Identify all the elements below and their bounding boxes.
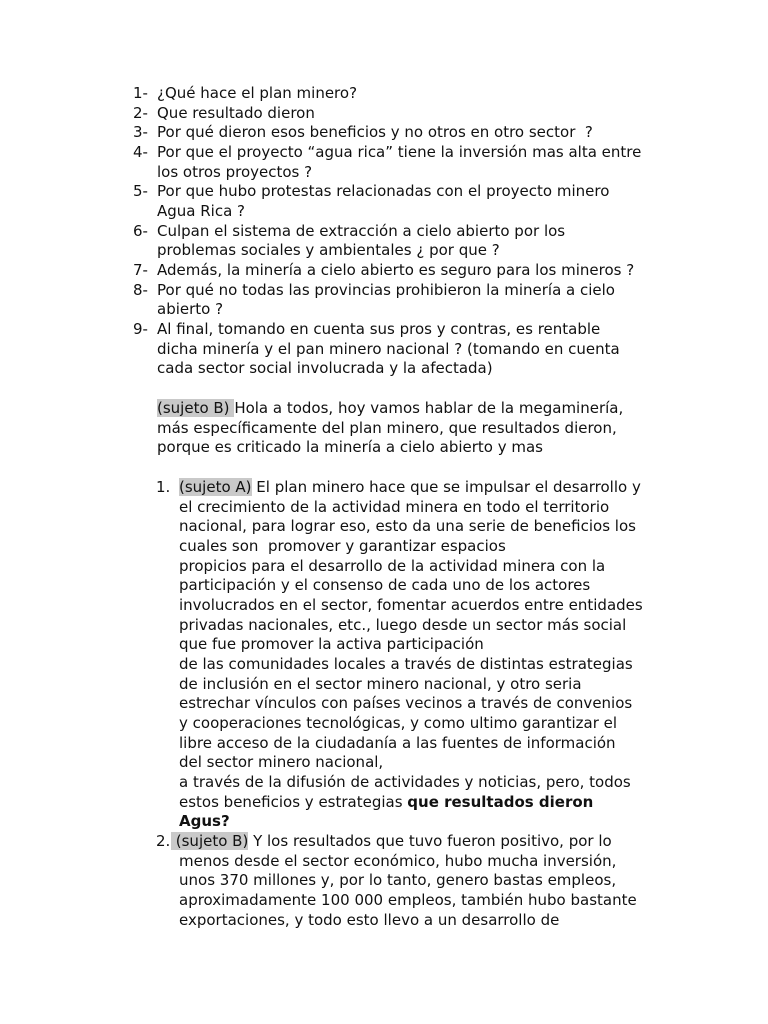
speaker-highlight: (sujeto A) bbox=[179, 478, 252, 496]
question-number: 3- bbox=[133, 123, 148, 141]
question-text: Por que hubo protestas relacionadas con el proyecto minero bbox=[157, 182, 610, 200]
question-number: 7- bbox=[133, 261, 148, 279]
answer-text: de inclusión en el sector minero nacional, y otro seria bbox=[179, 675, 582, 693]
question-number: 4- bbox=[133, 143, 148, 161]
answer-number: 2. bbox=[156, 832, 171, 850]
question-text: Agua Rica ? bbox=[157, 202, 246, 220]
question-number: 8- bbox=[133, 281, 148, 299]
question-text: Culpan el sistema de extracción a cielo abierto por los bbox=[157, 222, 566, 240]
question-text: Que resultado dieron bbox=[157, 104, 315, 122]
answer-text: exportaciones, y todo esto llevo a un desarrollo de bbox=[179, 911, 560, 929]
question-text: Al final, tomando en cuenta sus pros y contras, es rentable bbox=[157, 320, 601, 338]
answer-text: estrechar vínculos con países vecinos a través de convenios bbox=[179, 694, 633, 712]
answer-text: involucrados en el sector, fomentar acuerdos entre entidades bbox=[179, 596, 643, 614]
question-text: Por qué dieron esos beneficios y no otros en otro sector ? bbox=[157, 123, 593, 141]
answer-last-line bbox=[179, 793, 593, 813]
speaker-highlight: (sujeto B) bbox=[157, 399, 235, 417]
question-number: 5- bbox=[133, 182, 148, 200]
speaker-highlight: (sujeto B) bbox=[171, 832, 249, 850]
question-number: 9- bbox=[133, 320, 148, 338]
question-text: dicha minería y el pan minero nacional ? (tomando en cuenta bbox=[157, 340, 620, 358]
answer-text: unos 370 millones y, por lo tanto, genero bastas empleos, bbox=[179, 871, 617, 889]
answer-first-line bbox=[171, 832, 612, 852]
intro-text: porque es criticado la minería a cielo abierto y mas bbox=[157, 438, 543, 456]
intro-text: más específicamente del plan minero, que resultados dieron, bbox=[157, 419, 617, 437]
answer-number: 1. bbox=[156, 478, 171, 496]
answer-text: nacional, para lograr eso, esto da una serie de beneficios los bbox=[179, 517, 636, 535]
question-text: los otros proyectos ? bbox=[157, 163, 313, 181]
answer-text: privadas nacionales, etc., luego desde un sector más social bbox=[179, 616, 627, 634]
answer-text: y cooperaciones tecnológicas, y como ultimo garantizar el bbox=[179, 714, 618, 732]
answer-text: participación y el consenso de cada uno de los actores bbox=[179, 576, 591, 594]
question-number: 2- bbox=[133, 104, 148, 122]
answer-text: menos desde el sector económico, hubo mucha inversión, bbox=[179, 852, 617, 870]
answer-text: de las comunidades locales a través de distintas estrategias bbox=[179, 655, 633, 673]
answer-bold-text: Agus? bbox=[179, 812, 230, 830]
answer-first-line bbox=[179, 478, 641, 498]
question-text: abierto ? bbox=[157, 300, 224, 318]
answer-text: el crecimiento de la actividad minera en todo el territorio bbox=[179, 498, 610, 516]
question-text: Además, la minería a cielo abierto es seguro para los mineros ? bbox=[157, 261, 635, 279]
question-text: Por que el proyecto “agua rica” tiene la inversión mas alta entre bbox=[157, 143, 642, 161]
answer-text: propicios para el desarrollo de la actividad minera con la bbox=[179, 557, 606, 575]
answer-text: del sector minero nacional, bbox=[179, 753, 384, 771]
answer-text: a través de la difusión de actividades y noticias, pero, todos bbox=[179, 773, 631, 791]
answer-text: que fue promover la activa participación bbox=[179, 635, 484, 653]
answer-text: cuales son promover y garantizar espacios bbox=[179, 537, 506, 555]
question-text: ¿Qué hace el plan minero? bbox=[157, 84, 358, 102]
question-text: cada sector social involucrada y la afectada) bbox=[157, 359, 493, 377]
intro-first-line bbox=[157, 399, 623, 419]
intro-text: Hola a todos, hoy vamos hablar de la megaminería, bbox=[234, 399, 624, 417]
answer-text: El plan minero hace que se impulsar el desarrollo y bbox=[251, 478, 641, 496]
question-number: 1- bbox=[133, 84, 148, 102]
answer-text: Y los resultados que tuvo fueron positivo, por lo bbox=[248, 832, 612, 850]
answer-bold-text: que resultados dieron bbox=[407, 793, 594, 811]
question-text: problemas sociales y ambientales ¿ por que ? bbox=[157, 241, 500, 259]
answer-text: libre acceso de la ciudadanía a las fuentes de información bbox=[179, 734, 616, 752]
question-text: Por qué no todas las provincias prohibieron la minería a cielo bbox=[157, 281, 615, 299]
answer-text: aproximadamente 100 000 empleos, también hubo bastante bbox=[179, 891, 637, 909]
answer-text: estos beneficios y estrategias bbox=[179, 793, 408, 811]
question-number: 6- bbox=[133, 222, 148, 240]
